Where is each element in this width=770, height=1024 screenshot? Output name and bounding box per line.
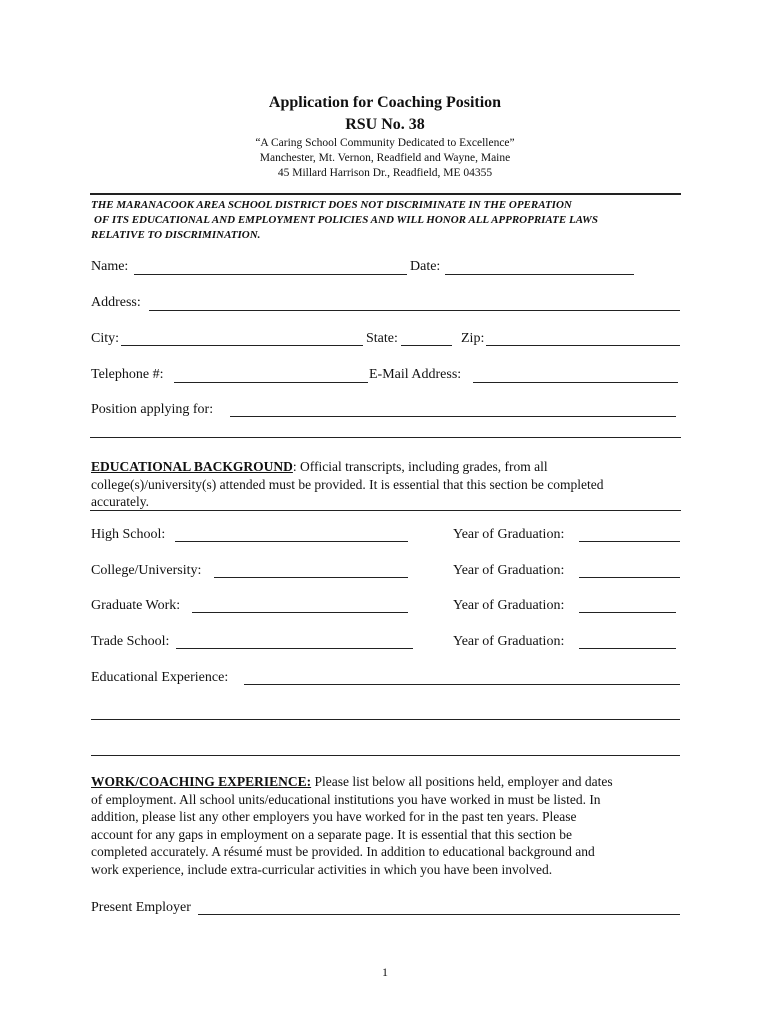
city-field[interactable] [121, 345, 363, 346]
graduate-year-field[interactable] [579, 612, 676, 613]
trade-school-label: Trade School: [91, 634, 170, 649]
work-text-3: addition, please list any other employers you have worked for in the past ten years. Please [91, 809, 577, 824]
education-text-1: : Official transcripts, including grades, from all [292, 459, 548, 474]
education-text-2: college(s)/university(s) attended must be provided. It is essential that this section be completed [91, 476, 604, 492]
district-address: 45 Millard Harrison Dr., Readfield, ME 04355 [277, 167, 493, 179]
educational-experience-label: Educational Experience: [91, 670, 229, 685]
section-divider-2 [90, 510, 681, 511]
high-school-year-field[interactable] [579, 541, 680, 542]
trade-school-year-field[interactable] [579, 648, 676, 649]
notice-line-3: RELATIVE TO DISCRIMINATION. [91, 229, 261, 241]
state-field[interactable] [401, 345, 452, 346]
email-field[interactable] [473, 382, 678, 383]
position-field[interactable] [230, 416, 676, 417]
name-field[interactable] [134, 274, 407, 275]
present-employer-label: Present Employer [91, 900, 191, 915]
district-motto: “A Caring School Community Dedicated to Excellence” [255, 137, 515, 149]
date-field[interactable] [445, 274, 634, 275]
district-towns: Manchester, Mt. Vernon, Readfield and Wayne, Maine [259, 152, 511, 164]
name-label: Name: [91, 259, 129, 274]
work-experience-intro [91, 773, 681, 878]
address-label: Address: [91, 295, 141, 310]
header-divider [90, 193, 681, 195]
college-year-field[interactable] [579, 577, 680, 578]
date-label: Date: [410, 259, 441, 274]
educational-experience-line-2[interactable] [91, 719, 680, 720]
educational-experience-line-3[interactable] [91, 755, 680, 756]
telephone-field[interactable] [174, 382, 368, 383]
work-text-5: completed accurately. A résumé must be provided. In addition to educational background and [91, 844, 595, 859]
work-text-1: Please list below all positions held, employer and dates [311, 774, 613, 789]
form-title: Application for Coaching Position [268, 94, 502, 111]
trade-school-field[interactable] [176, 648, 413, 649]
education-heading: EDUCATIONAL BACKGROUND [91, 459, 293, 474]
nondiscrimination-notice [91, 198, 691, 243]
district-name: RSU No. 38 [345, 116, 425, 133]
notice-line-2: OF ITS EDUCATIONAL AND EMPLOYMENT POLICIES AND WILL HONOR ALL APPROPRIATE LAWS [94, 214, 598, 226]
education-text-3: accurately. [91, 494, 149, 509]
work-heading: WORK/COACHING EXPERIENCE: [91, 774, 312, 789]
telephone-label: Telephone #: [91, 367, 164, 382]
present-employer-field[interactable] [198, 914, 680, 915]
work-text-6: work experience, include extra-curricular activities in which you have been involved. [91, 861, 553, 877]
trade-school-year-label: Year of Graduation: [453, 634, 565, 649]
graduate-field[interactable] [192, 612, 408, 613]
graduate-label: Graduate Work: [91, 598, 181, 613]
graduate-year-label: Year of Graduation: [453, 598, 565, 613]
educational-experience-field[interactable] [244, 684, 680, 685]
email-label: E-Mail Address: [369, 367, 462, 382]
work-text-4: account for any gaps in employment on a separate page. It is essential that this section be [91, 826, 572, 842]
college-year-label: Year of Graduation: [453, 563, 565, 578]
notice-line-1: THE MARANACOOK AREA SCHOOL DISTRICT DOES NOT DISCRIMINATE IN THE OPERATION [91, 199, 572, 211]
state-label: State: [366, 331, 398, 346]
college-label: College/University: [91, 563, 202, 578]
high-school-year-label: Year of Graduation: [453, 527, 565, 542]
education-intro [91, 458, 681, 511]
zip-field[interactable] [486, 345, 680, 346]
city-label: City: [91, 331, 120, 346]
high-school-label: High School: [91, 527, 166, 542]
section-divider-1[interactable] [90, 437, 681, 438]
work-text-2: of employment. All school units/educational institutions you have worked in must be listed. In [91, 791, 601, 807]
high-school-field[interactable] [175, 541, 408, 542]
college-field[interactable] [214, 577, 408, 578]
page-number: 1 [382, 965, 388, 979]
zip-label: Zip: [461, 331, 485, 346]
address-field[interactable] [149, 310, 680, 311]
position-label: Position applying for: [91, 402, 214, 417]
